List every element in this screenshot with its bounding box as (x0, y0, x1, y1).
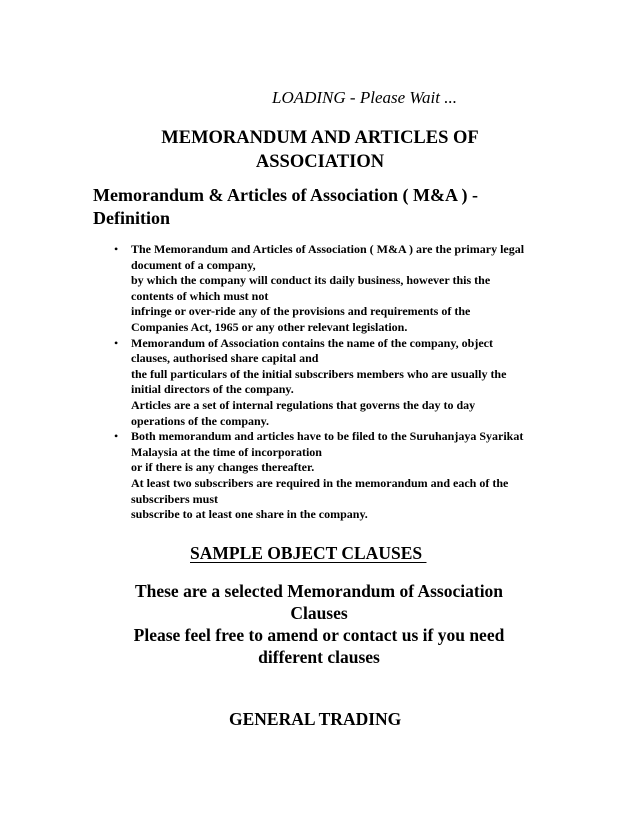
clauses-intro-line: Please feel free to amend or contact us if you need (133, 625, 505, 645)
bullet-item (93, 336, 553, 430)
clauses-intro-line: Clauses (290, 603, 348, 623)
definition-heading (93, 184, 523, 230)
bullet-line: Articles are a set of internal regulations that governs the day to day (131, 397, 476, 412)
bullet-line: Memorandum of Association contains the name of the company, object (131, 335, 493, 350)
bullet-line: document of a company, (131, 257, 256, 272)
clauses-intro-line: different clauses (258, 647, 380, 667)
bullet-line: Companies Act, 1965 or any other relevant legislation. (131, 319, 408, 334)
bullet-icon: • (114, 429, 119, 444)
bullet-line: operations of the company. (131, 413, 269, 428)
bullet-line: contents of which must not (131, 288, 269, 303)
document-title-line: MEMORANDUM AND ARTICLES OF (161, 128, 479, 148)
definition-heading-line: Definition (93, 208, 171, 228)
definition-bullet-list (93, 242, 553, 523)
clauses-intro (105, 580, 533, 668)
document-title (150, 126, 490, 174)
bullet-icon: • (114, 242, 119, 256)
bullet-line: subscribe to at least one share in the company. (131, 507, 368, 522)
sample-object-clauses-heading: SAMPLE OBJECT CLAUSES (190, 543, 427, 563)
bullet-line: clauses, authorised share capital and (131, 351, 319, 366)
loading-text: LOADING - Please Wait ... (272, 88, 457, 107)
bullet-item (93, 242, 553, 336)
bullet-icon: • (114, 335, 119, 350)
bullet-line: by which the company will conduct its daily business, however this the (131, 273, 491, 288)
bullet-line: subscribers must (131, 491, 219, 506)
bullet-line: At least two subscribers are required in the memorandum and each of the (131, 475, 509, 490)
definition-heading-line: Memorandum & Articles of Association ( M&A ) - (93, 185, 478, 205)
bullet-line: Both memorandum and articles have to be filed to the Suruhanjaya Syarikat (131, 429, 524, 444)
clauses-intro-line: These are a selected Memorandum of Association (134, 581, 504, 601)
bullet-item (93, 429, 553, 523)
bullet-line: infringe or over-ride any of the provisions and requirements of the (131, 304, 471, 319)
general-trading-heading: GENERAL TRADING (229, 709, 402, 729)
bullet-line: initial directors of the company. (131, 382, 294, 397)
bullet-line: or if there is any changes thereafter. (131, 460, 315, 475)
document-title-line: ASSOCIATION (255, 152, 385, 172)
bullet-line: the full particulars of the initial subscribers members who are usually the (131, 366, 507, 381)
bullet-line: The Memorandum and Articles of Association ( M&A ) are the primary legal (131, 242, 525, 256)
bullet-line: Malaysia at the time of incorporation (131, 444, 322, 459)
